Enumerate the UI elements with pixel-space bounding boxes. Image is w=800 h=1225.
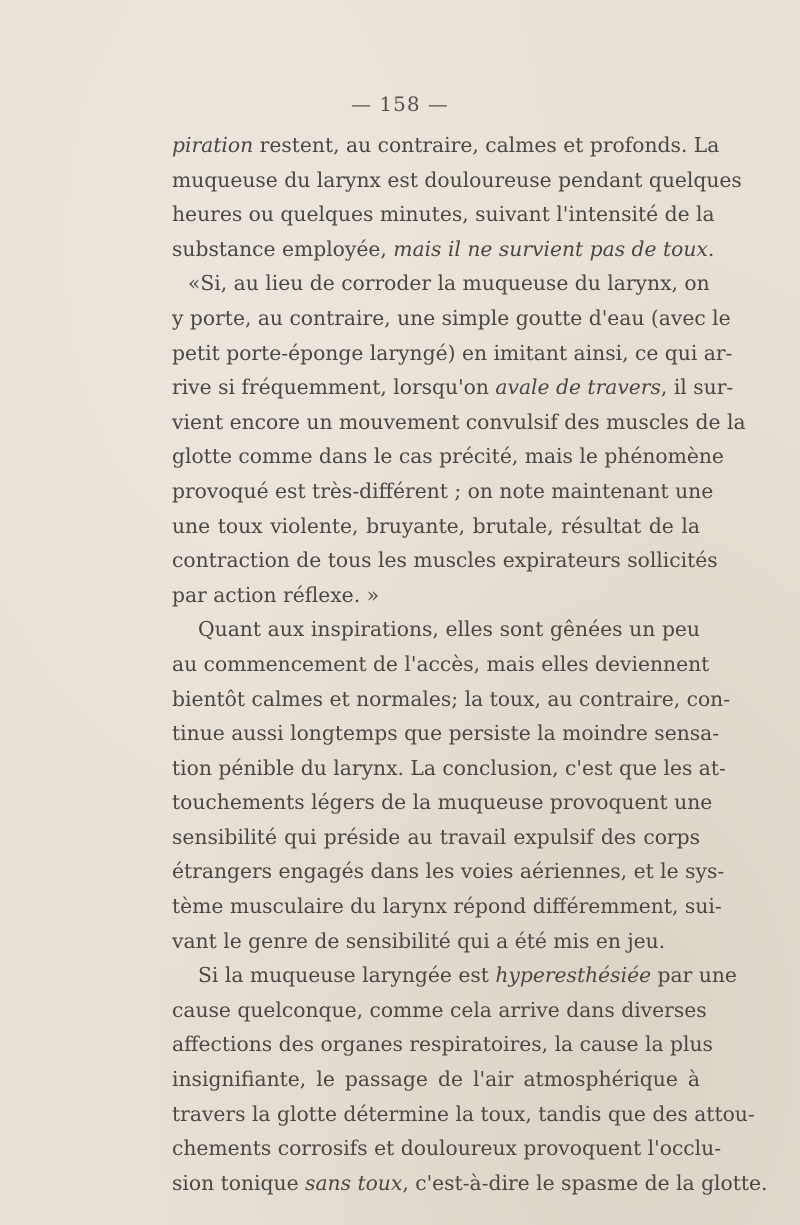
text-line (172, 474, 714, 509)
text-segment: sion tonique (172, 1170, 306, 1195)
text-line (172, 128, 720, 163)
text-segment: rive si fréquemment, lorsqu'on (172, 375, 496, 400)
text-line (172, 232, 715, 267)
text-segment: par une (651, 963, 737, 988)
text-line (172, 1097, 755, 1132)
text-line (172, 405, 746, 440)
text-line (172, 336, 733, 371)
text-segment: , il sur- (660, 375, 734, 400)
text-segment: au commencement de l'accès, mais elles deviennent (172, 651, 710, 676)
text-segment: cause quelconque, comme cela arrive dans diverses (172, 997, 707, 1022)
text-line (172, 197, 715, 232)
text-line (172, 958, 737, 993)
text-line (172, 163, 742, 198)
text-segment: «Si, au lieu de corroder la muqueuse du larynx, on (188, 271, 710, 296)
text-segment: Si la muqueuse laryngée est (198, 963, 496, 988)
italic-text: avale de travers (495, 375, 661, 400)
text-segment: contraction de tous les muscles expirateurs sollicités (172, 548, 718, 573)
text-segment: vient encore un mouvement convulsif des muscles de la (172, 409, 746, 434)
text-segment: affections des organes respiratoires, la cause la plus (172, 1032, 713, 1057)
text-line (172, 509, 700, 544)
text-segment: chements corrosifs et douloureux provoquent l'occlu- (172, 1136, 722, 1161)
text-line (172, 1027, 713, 1062)
text-line (172, 1131, 722, 1166)
italic-text: sans toux (305, 1170, 403, 1195)
italic-text: hyperesthésiée (495, 963, 652, 988)
text-segment: touchements légers de la muqueuse provoquent une (172, 790, 713, 815)
text-line (172, 370, 734, 405)
text-segment: , c'est-à-dire le spasme de la glotte. (402, 1170, 768, 1195)
text-line (172, 889, 722, 924)
body-text (172, 128, 768, 1200)
text-segment: heures ou quelques minutes, suivant l'intensité de la (172, 202, 715, 227)
text-line (172, 266, 710, 301)
text-line (172, 785, 713, 820)
italic-text: mais il ne survient pas de toux. (393, 236, 715, 261)
text-line (172, 1166, 768, 1201)
text-line (172, 543, 718, 578)
text-segment: bientôt calmes et normales; la toux, au contraire, con- (172, 686, 731, 711)
text-line (172, 578, 700, 613)
text-segment: y porte, au contraire, une simple goutte d'eau (avec le (172, 305, 731, 330)
text-line (172, 854, 725, 889)
text-segment: glotte comme dans le cas précité, mais le phénomène (172, 444, 724, 469)
text-segment: insignifiante, le passage de l'air atmosphérique à (172, 1067, 700, 1092)
text-segment: muqueuse du larynx est douloureuse pendant quelques (172, 167, 742, 192)
text-segment: sensibilité qui préside au travail expulsif des corps (172, 824, 700, 849)
text-line (172, 612, 700, 647)
text-line (172, 716, 720, 751)
text-segment: petit porte-éponge laryngé) en imitant ainsi, ce qui ar- (172, 340, 733, 365)
text-segment: tinue aussi longtemps que persiste la moindre sensa- (172, 721, 720, 746)
text-segment: substance employée, (172, 236, 394, 261)
text-line (172, 647, 710, 682)
text-line (172, 820, 700, 855)
text-segment: provoqué est très-différent ; on note maintenant une (172, 478, 714, 503)
text-segment: travers la glotte détermine la toux, tandis que des attou- (172, 1101, 755, 1126)
text-segment: une toux violente, bruyante, brutale, résultat de la (172, 513, 700, 538)
page-number: — 158 — (351, 92, 449, 116)
text-segment: par action réflexe. » (172, 582, 379, 607)
text-segment: tion pénible du larynx. La conclusion, c'est que les at- (172, 755, 726, 780)
text-segment: tème musculaire du larynx répond différemment, sui- (172, 894, 722, 919)
text-line (172, 1062, 700, 1097)
text-line (172, 439, 724, 474)
text-line (172, 682, 731, 717)
text-line (172, 301, 731, 336)
text-line (172, 993, 707, 1028)
text-line (172, 924, 700, 959)
text-segment: restent, au contraire, calmes et profonds. La (253, 133, 720, 157)
text-segment: Quant aux inspirations, elles sont gênées un peu (198, 617, 700, 642)
text-segment: étrangers engagés dans les voies aériennes, et le sys- (172, 859, 725, 884)
text-segment: vant le genre de sensibilité qui a été mis en jeu. (172, 928, 666, 953)
italic-text: piration (172, 133, 254, 157)
text-line (172, 751, 726, 786)
